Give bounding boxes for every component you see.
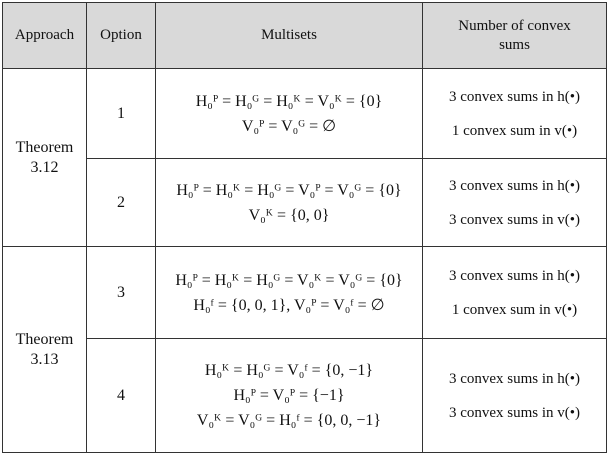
- multiset-line: H₀ᴾ = H₀ᴳ = H₀ᴷ = V₀ᴷ = {0}: [195, 92, 383, 110]
- multiset-line: V₀ᴷ = V₀ᴳ = H₀ᶠ = {0, 0, −1}: [196, 412, 382, 429]
- sum-line: 3 convex sums in v(•): [448, 211, 581, 228]
- multisets-cell: [156, 159, 423, 247]
- table-row: [3, 247, 607, 339]
- header-multisets: Multisets: [156, 3, 423, 69]
- multiset-line: H₀ᶠ = {0, 0, 1}, V₀ᴾ = V₀ᶠ = ∅: [193, 296, 385, 314]
- multiset-line: H₀ᴷ = H₀ᴳ = V₀ᶠ = {0, −1}: [204, 362, 374, 379]
- approach-cell: Theorem 3.13: [3, 247, 87, 453]
- sum-line: 3 convex sums in v(•): [448, 404, 581, 421]
- table-row: [3, 69, 607, 159]
- sum-line: 3 convex sums in h(•): [448, 370, 581, 387]
- results-table: [2, 2, 607, 453]
- multiset-line: V₀ᴾ = V₀ᴳ = ∅: [241, 117, 337, 135]
- table-row: [3, 159, 607, 247]
- multiset-line: H₀ᴾ = H₀ᴷ = H₀ᴳ = V₀ᴷ = V₀ᴳ = {0}: [175, 271, 403, 289]
- header-row: [3, 3, 607, 69]
- header-approach: Approach: [3, 3, 87, 69]
- sum-line: 3 convex sums in h(•): [448, 267, 581, 284]
- sums-cell: [423, 339, 607, 453]
- header-option: Option: [87, 3, 156, 69]
- sums-cell: [423, 159, 607, 247]
- sum-line: 1 convex sum in v(•): [451, 301, 578, 318]
- multiset-line: H₀ᴾ = H₀ᴷ = H₀ᴳ = V₀ᴾ = V₀ᴳ = {0}: [176, 181, 402, 199]
- multisets-cell: [156, 339, 423, 453]
- sum-line: 1 convex sum in v(•): [451, 122, 578, 139]
- option-cell: 4: [87, 339, 156, 453]
- option-cell: 1: [87, 69, 156, 159]
- table-row: [3, 339, 607, 453]
- sum-line: 3 convex sums in h(•): [448, 177, 581, 194]
- sums-cell: [423, 247, 607, 339]
- header-number-of-convex-sums: Number of convex sums: [423, 3, 607, 69]
- multiset-line: H₀ᴾ = V₀ᴾ = {−1}: [233, 387, 345, 404]
- option-cell: 3: [87, 247, 156, 339]
- sums-cell: [423, 69, 607, 159]
- option-cell: 2: [87, 159, 156, 247]
- multisets-cell: [156, 247, 423, 339]
- multisets-cell: [156, 69, 423, 159]
- approach-cell: Theorem 3.12: [3, 69, 87, 247]
- multiset-line: V₀ᴷ = {0, 0}: [248, 206, 330, 224]
- sum-line: 3 convex sums in h(•): [448, 88, 581, 105]
